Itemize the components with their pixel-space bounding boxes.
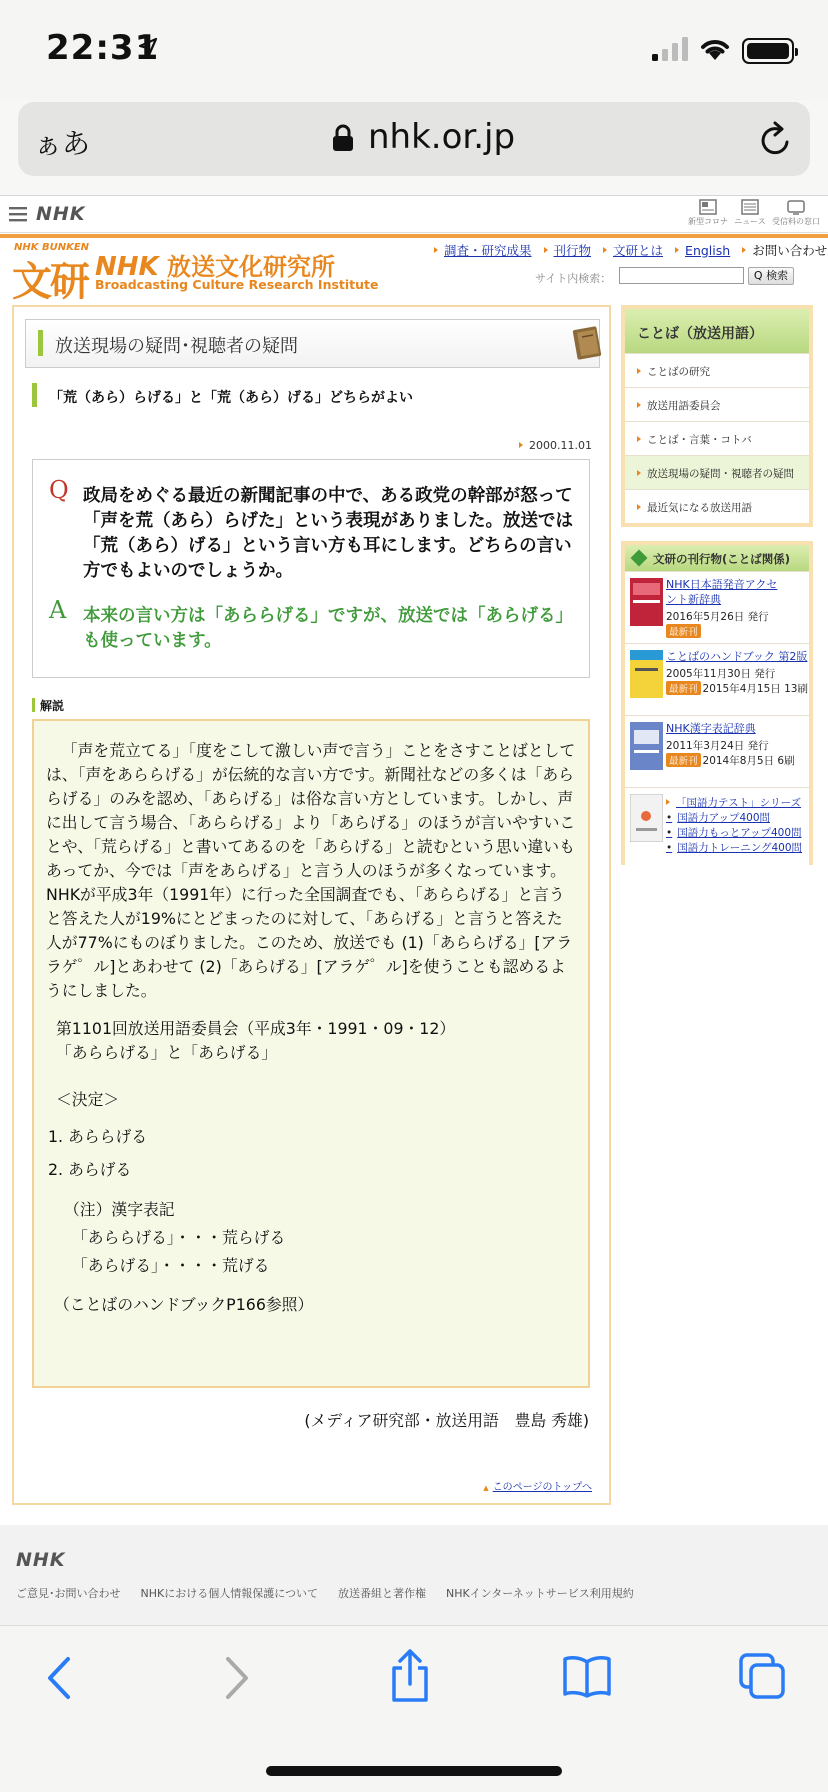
new-badge: 最新刊 (666, 753, 701, 767)
series-item[interactable]: • 国語力アップ400問 (666, 811, 802, 826)
series-item[interactable]: • 国語力もっとアップ400問 (666, 826, 802, 841)
nav-about[interactable]: 文研とは (603, 241, 663, 259)
decision-item: 1. あららげる (48, 1127, 148, 1146)
answer-mark-label: A (49, 596, 67, 624)
section-marker (38, 330, 43, 356)
home-indicator (266, 1766, 562, 1776)
cellular-signal-icon (652, 36, 690, 62)
nav-english[interactable]: English (675, 243, 730, 258)
series-title-link[interactable]: 「国語力テスト」シリーズ (666, 796, 802, 811)
wifi-icon (699, 36, 731, 62)
book-cover-icon (630, 794, 663, 842)
decision-label: ＜決定＞ (56, 1090, 120, 1109)
institute-name-en: Broadcasting Culture Research Institute (95, 277, 379, 292)
page-top-link[interactable]: ▲ このページのトップへ (483, 1478, 592, 1493)
nav-research[interactable]: 調査・研究成果 (434, 241, 532, 259)
publication-reprint: 最新刊 2015年4月15日 13刷 (666, 681, 808, 696)
reception-fee-link[interactable]: 受信料の窓口 (768, 199, 824, 227)
committee-info (46, 1017, 576, 1065)
status-bar (0, 0, 828, 100)
book-cover-icon (630, 722, 663, 770)
question-mark-label: Q (49, 476, 69, 504)
series-item[interactable]: • 国語力トレーニング400問 (666, 841, 802, 856)
site-search-button[interactable]: Q 検索 (748, 267, 794, 285)
site-search-label: サイト内検索： (535, 272, 612, 285)
url-domain[interactable]: nhk.or.jp (368, 117, 516, 157)
section-title: 放送現場の疑問･視聴者の疑問 (55, 336, 298, 357)
question-text: 政局をめぐる最近の新聞記事の中で、ある政党の幹部が怒って「声を荒（あら）らげた」という表現がありました。放送では「荒（あら）げる」という言い方も耳にします。どちらの言い方でもよいのでしょうか。 (83, 486, 573, 581)
section-header (25, 319, 600, 368)
publication-date: 2016年5月26日 発行 (666, 611, 769, 623)
publication-date: 2011年3月24日 発行 (666, 740, 769, 752)
sidebar-menu-title[interactable]: ことば（放送用語） (625, 309, 809, 353)
footer-link-copyright[interactable]: 放送番組と著作権 (338, 1587, 426, 1600)
publication-item[interactable] (625, 571, 809, 643)
document-icon (699, 199, 717, 215)
footer-nhk-logo[interactable]: NHK (16, 1549, 66, 1571)
bunken-logo-small: NHK BUNKEN (14, 242, 90, 253)
bookmarks-icon[interactable] (562, 1654, 612, 1698)
nav-contact[interactable]: お問い合わせ (742, 241, 827, 259)
publication-reprint: 最新刊 2014年8月5日 6刷 (666, 753, 795, 768)
note-title: （注）漢字表記 (64, 1200, 175, 1219)
news-icon (741, 199, 759, 215)
committee-topic: 「あららげる」と「あらげる」 (56, 1043, 278, 1062)
publication-title[interactable]: NHK日本語発音アクセント新辞典 (666, 578, 778, 606)
sidebar-item-research[interactable]: ことばの研究 (625, 353, 809, 387)
location-arrow-icon (138, 37, 158, 57)
book-cover-icon (630, 650, 663, 698)
nhk-global-bar (0, 195, 828, 233)
site-search-input[interactable] (619, 267, 744, 284)
nhk-logo[interactable]: NHK (36, 203, 86, 225)
committee-line: 第1101回放送用語委員会（平成3年・1991・09・12） (56, 1019, 456, 1038)
sidebar-publications (621, 541, 813, 865)
new-badge: 最新刊 (666, 681, 701, 695)
menu-icon[interactable] (9, 206, 27, 222)
header-divider (0, 234, 828, 238)
publication-item[interactable] (625, 643, 809, 715)
covid-link[interactable]: 新型コロナ (680, 199, 736, 227)
bunken-logo[interactable]: 文研 (12, 259, 88, 305)
kanji-note (46, 1196, 576, 1280)
decision-list (46, 1120, 576, 1186)
tabs-icon[interactable] (738, 1652, 786, 1700)
battery-icon (742, 38, 794, 64)
footer-link-terms[interactable]: NHKインターネットサービス利用規約 (446, 1587, 634, 1600)
publication-series (625, 787, 809, 867)
reference-note: （ことばのハンドブックP166参照） (54, 1295, 314, 1314)
forward-icon[interactable] (222, 1655, 252, 1701)
publication-title[interactable]: ことばのハンドブック 第2版 (666, 650, 808, 663)
text-size-button[interactable]: ぁあ (34, 127, 91, 160)
nav-publications[interactable]: 刊行物 (544, 241, 592, 259)
publication-title[interactable]: NHK漢字表記辞典 (666, 722, 756, 735)
top-nav (434, 241, 828, 259)
book-cover-icon (630, 578, 663, 626)
sidebar-menu (621, 305, 813, 527)
web-page (0, 195, 828, 1625)
address-bar[interactable] (18, 102, 810, 176)
clock: 22:31 (46, 28, 160, 68)
news-link[interactable]: ニュース (722, 199, 778, 227)
institute-name[interactable]: NHK 放送文化研究所 (95, 252, 336, 282)
book-icon (571, 323, 605, 363)
back-icon[interactable] (44, 1655, 74, 1701)
publications-title: 文研の刊行物(ことば関係) (625, 545, 809, 571)
explanation-heading: 解説 (32, 697, 64, 714)
new-badge: 最新刊 (666, 624, 701, 638)
share-icon[interactable] (388, 1648, 432, 1704)
post-date: 2000.11.01 (519, 439, 592, 452)
publication-date: 2005年11月30日 発行 (666, 668, 776, 680)
sidebar-item-kotoba[interactable]: ことば・言葉・コトバ (625, 421, 809, 455)
main-content: 放送現場の疑問･視聴者の疑問 「荒（あら）らげる」と「荒（あら）げる」どちらがよい 2000.11.01 Q 政局をめぐる最近の新聞記事の中で、ある政党の幹部が怒って「声を荒（あら）らげた」という表現がありました。放送では「荒（あら）げる」という言い方も耳にします。どちらの言い方でもよいのでしょうか。 A 本来の言い方は「あららげる」ですが、放送では「あらげる」も使っています。 解説 「声を荒立てる」「度をこして激しい声で言う」ことをさすことばとしては、「声をあららげる」が伝統的な言い方です。新聞社などの多くは「あららげる」のみを認め、「あらげる」は俗な言い方としています。しかし、声に出して言う場合、「あららげる」より「あらげる」のほうが言いやすいことや、「荒らげる」と書いてあるのを「あらげる」と読むという思い違いもあってか、今では「声をあらげる」と言う人のほうが多くなっています。NHKが平成3年（1991年）に行った全国調査でも、「あららげる」と言うと答えた人が19%にとどまったのに対して、「あらげる」と言うと答えた人が77%にものぼりました。このため、放送でも (1)「あららげる」[アララゲ゜ル]とあわせて (2)「あらげる」[アラゲ゜ル]を使うことも認めるようにしました。 第1101回放送用語委員会（平成3年・1991・09・12） 「あららげる」と「あらげる」 ＜決定＞ 1. あららげる 2. あらげる （注）漢字表記 「あららげる」・・・荒らげる 「あらげる」・・・・荒げる （ことばのハンドブックP166参照） (メディア研究部・放送用語 豊島 秀雄) ▲ このページのトップへ (12, 305, 611, 1505)
answer-text: 本来の言い方は「あららげる」ですが、放送では「あらげる」も使っています。 (83, 606, 573, 651)
sidebar-item-questions[interactable]: 放送現場の疑問・視聴者の疑問 (625, 455, 809, 489)
lock-icon (332, 124, 354, 152)
page-footer (0, 1525, 828, 1625)
reload-icon[interactable] (758, 120, 794, 158)
note-line: 「あららげる」・・・荒らげる (72, 1228, 286, 1247)
series-list (666, 796, 802, 856)
tv-icon (787, 199, 805, 215)
footer-links (16, 1585, 654, 1601)
decision-item: 2. あらげる (48, 1160, 132, 1179)
footer-link-privacy[interactable]: NHKにおける個人情報保護について (140, 1587, 318, 1600)
publication-item[interactable] (625, 715, 809, 787)
question-title-marker (32, 383, 37, 407)
sidebar-item-recent[interactable]: 最近気になる放送用語 (625, 489, 809, 523)
qa-box (32, 459, 590, 678)
footer-link-contact[interactable]: ご意見･お問い合わせ (16, 1587, 121, 1600)
sidebar-item-committee[interactable]: 放送用語委員会 (625, 387, 809, 421)
explanation-box (32, 719, 590, 1388)
publication-badge-row (666, 624, 703, 638)
author-credit: (メディア研究部・放送用語 豊島 秀雄) (304, 1411, 589, 1430)
explanation-text: 「声を荒立てる」「度をこして激しい声で言う」ことをさすことばとしては、「声をあららげる」が伝統的な言い方です。新聞社などの多くは「あららげる」のみを認め、「あらげる」は俗な言い方としています。しかし、声に出して言う場合、「あららげる」より「あらげる」のほうが言いやすいことや、「荒らげる」と書いてあるのを「あらげる」と読むという思い違いもあってか、今では「声をあらげる」と言う人のほうが多くなっています。NHKが平成3年（1991年）に行った全国調査でも、「あららげる」と言うと答えた人が19%にとどまったのに対して、「あらげる」と言うと答えた人が77%にものぼりました。このため、放送でも (1)「あららげる」[アララゲ゜ル]とあわせて (2)「あらげる」[アラゲ゜ル]を使うことも認めるようにしました。 (46, 741, 576, 1000)
note-line: 「あらげる」・・・・荒げる (72, 1256, 270, 1275)
